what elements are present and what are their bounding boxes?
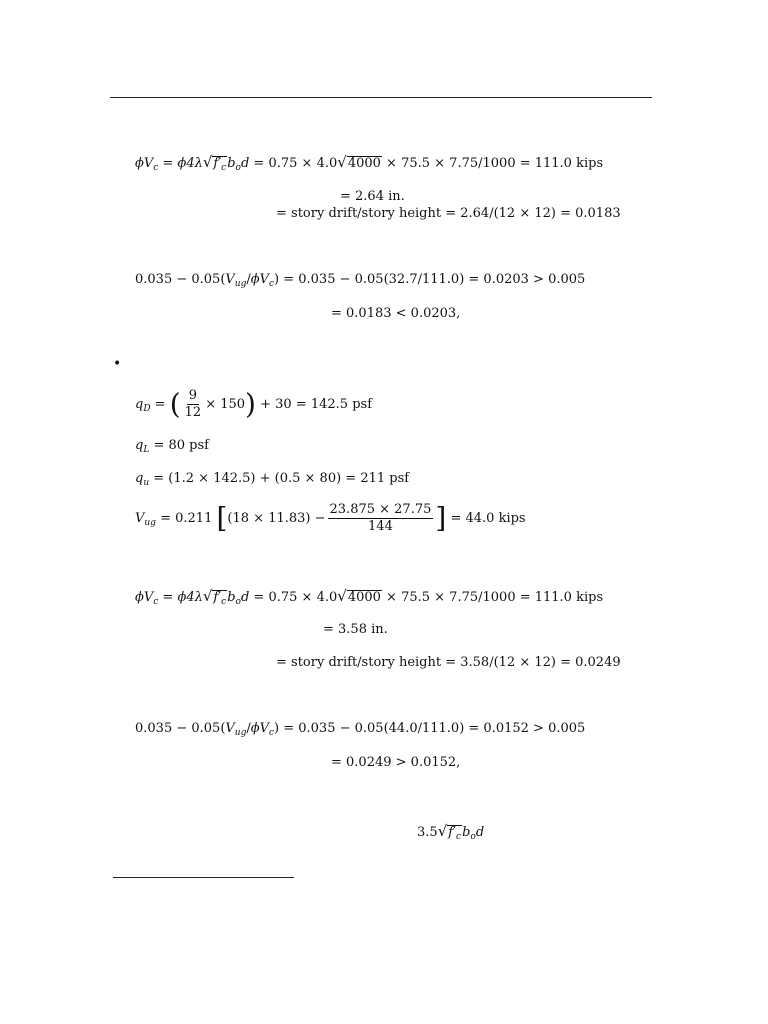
drift-comparison-1: = 0.0183 < 0.0203, bbox=[331, 306, 461, 321]
drift-value-2: = 3.58 in. bbox=[323, 622, 388, 637]
factored-load-equation: $q_u = (1.2 \times 142.5) + (0.5 \times 80) = 211$ psf bbox=[135, 471, 410, 488]
drift-limit-equation-1: $0.035 - 0.05(V_{ug}/\phi V_c) = 0.035 - 0.05(32.7/111.0) = 0.0203 > 0.005$ bbox=[135, 272, 586, 289]
drift-comparison-2: = 0.0249 > 0.0152, bbox=[331, 755, 461, 770]
dead-load-equation: $q_D$ = ( $\frac{9}{12}$ × 150) + 30 = 142.5 psf bbox=[135, 387, 373, 421]
header-rule bbox=[110, 97, 652, 98]
footnote-rule bbox=[113, 877, 294, 878]
drift-ratio-1: = story drift/story height = 2.64/(12 × 12) = 0.0183 bbox=[276, 206, 621, 221]
live-load-equation: $q_L = 80$ psf bbox=[135, 438, 209, 455]
drift-limit-equation-2: $0.035 - 0.05(V_{ug}/\phi V_c) = 0.035 - 0.05(44.0/111.0) = 0.0152 > 0.005$ bbox=[135, 721, 586, 738]
gravity-shear-equation: $V_{ug} = 0.211$ [(18 × 11.83) − $\frac{23.875 \times 27.75}{144}$ ] = 44.0 kips bbox=[135, 501, 526, 535]
drift-ratio-2: = story drift/story height = 3.58/(12 × 12) = 0.0249 bbox=[276, 655, 621, 670]
bullet-point: • bbox=[113, 356, 122, 372]
shear-capacity-equation-1: $\phi V_c = \phi 4\lambda√f'_cb_od = 0.75 \times 4.0√4000 \times 75.5 \times 7.75/1000 = 111.0$ kips bbox=[135, 153, 604, 173]
punching-shear-expression: $3.5√f'_cb_od$ bbox=[417, 822, 485, 842]
shear-capacity-equation-2: $\phi V_c = \phi 4\lambda√f'_cb_od = 0.75 \times 4.0√4000 \times 75.5 \times 7.75/1000 = 111.0$ kips bbox=[135, 587, 604, 607]
drift-value-1: = 2.64 in. bbox=[340, 189, 405, 204]
